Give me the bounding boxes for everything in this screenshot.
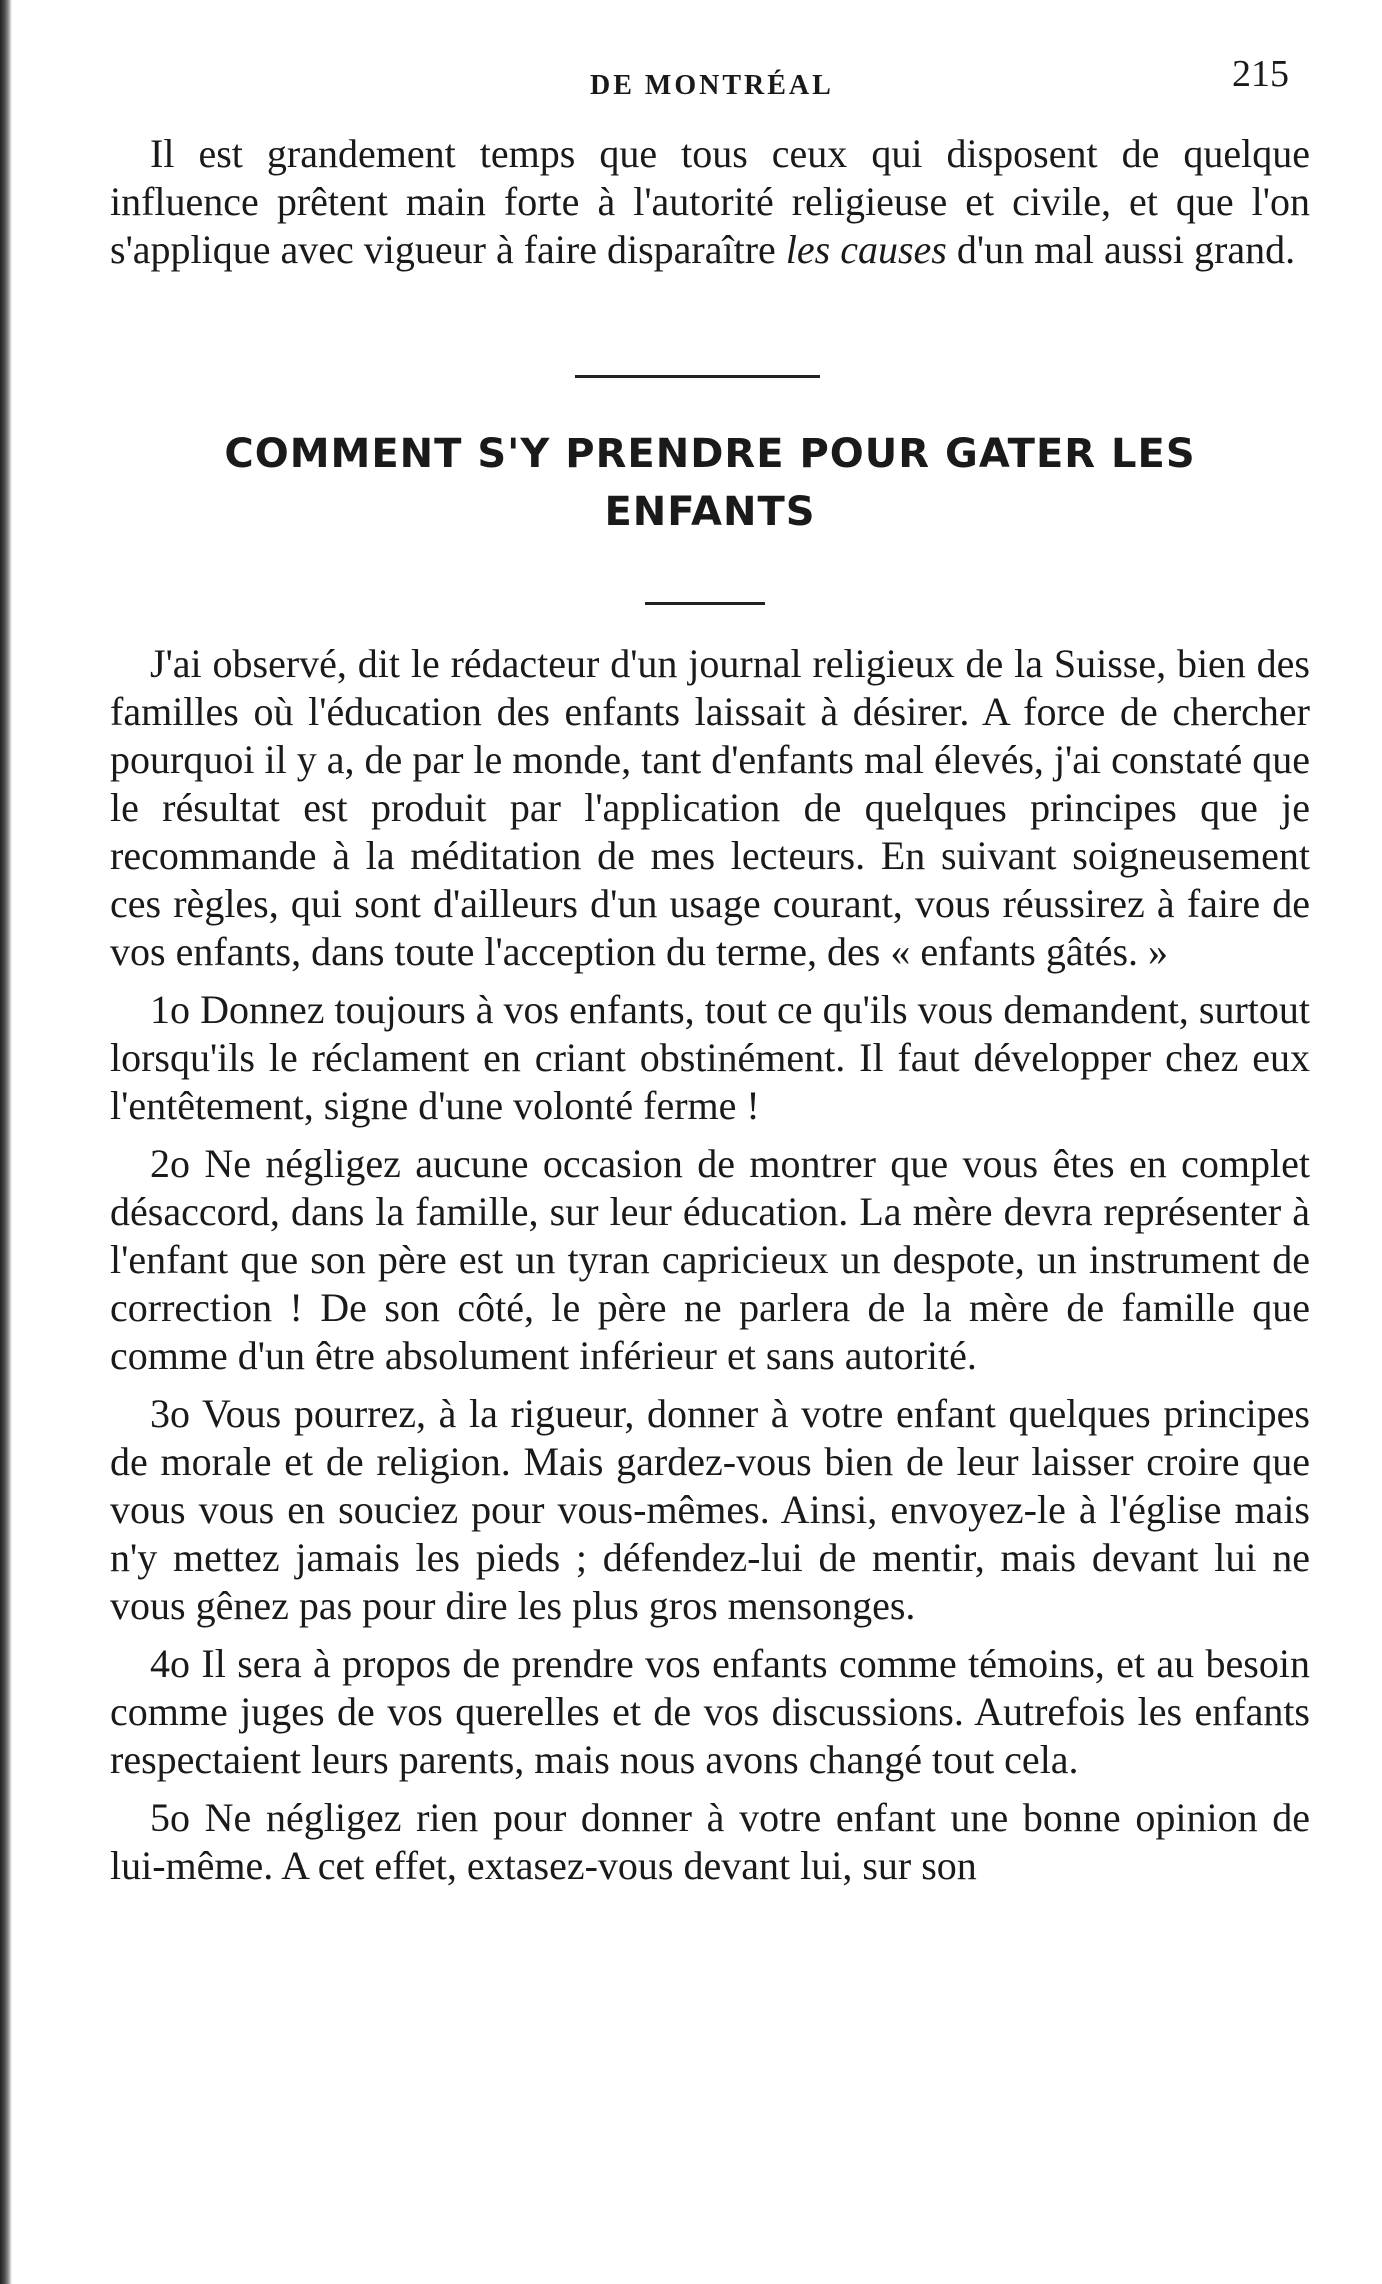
article-paragraph-2: 2o Ne négligez aucune occasion de montrer que vous êtes en complet désaccord, dans la famille, sur leur éducation. La mère devra représenter à l'enfant que son père est un tyran capricieux un despote, un instrument de correction ! De son côté, le père ne parlera de la mère de famille que comme d'un être absolument inférieur et sans autorité. bbox=[110, 1141, 1310, 1378]
article-body bbox=[110, 640, 1310, 1900]
page-number: 215 bbox=[1232, 53, 1289, 95]
intro-text bbox=[110, 130, 1310, 274]
article-paragraph-3: 3o Vous pourrez, à la rigueur, donner à votre enfant quelques principes de morale et de religion. Mais gardez-vous bien de leur laisser croire que vous vous en souciez pour vous-mêmes. Ainsi, envoyez-le à l'église mais n'y mettez jamais les pieds ; défendez-lui de mentir, mais devant lui ne vous gênez pas pour dire les plus gros mensonges. bbox=[110, 1391, 1310, 1628]
article-paragraph-4: 4o Il sera à propos de prendre vos enfants comme témoins, et au besoin comme juges de vos querelles et de vos discussions. Autrefois les enfants respectaient leurs parents, mais nous avons changé tout cela. bbox=[110, 1641, 1310, 1782]
article-title-line-1: COMMENT S'Y PRENDRE POUR GATER LES bbox=[224, 431, 1196, 477]
book-spine-shadow bbox=[0, 0, 12, 2284]
title-divider bbox=[645, 602, 765, 605]
article-title-line-2: ENFANTS bbox=[604, 489, 816, 535]
running-head: DE MONTRÉAL bbox=[590, 70, 834, 101]
article-paragraph-1: 1o Donnez toujours à vos enfants, tout ce qu'ils vous demandent, surtout lorsqu'ils le réclament en criant obstinément. Il faut développer chez eux l'entêtement, signe d'une volonté ferme ! bbox=[110, 987, 1310, 1128]
article-paragraph-intro: J'ai observé, dit le rédacteur d'un journal religieux de la Suisse, bien des familles où l'éducation des enfants laissait à désirer. A force de chercher pourquoi il y a, de par le monde, tant d'enfants mal élevés, j'ai constaté que le résultat est produit par l'application de quelques principes que je recommande à la méditation de mes lecteurs. En suivant soigneusement ces règles, qui sont d'ailleurs d'un usage courant, vous réussirez à faire de vos enfants, dans toute l'acception du terme, des « enfants gâtés. » bbox=[110, 641, 1310, 974]
intro-paragraph bbox=[110, 130, 1310, 274]
intro-text-before: Il est grandement temps que tous ceux qui disposent de quelque influence prêtent main forte à l'autorité religieuse et civile, et que l'on s'applique avec vigueur à faire disparaître bbox=[110, 131, 1310, 272]
section-divider bbox=[575, 375, 820, 378]
article-paragraph-5: 5o Ne négligez rien pour donner à votre enfant une bonne opinion de lui-même. A cet effet, extasez-vous devant lui, sur son bbox=[110, 1795, 1310, 1888]
intro-emphasis: les causes bbox=[785, 227, 947, 272]
intro-text-after: d'un mal aussi grand. bbox=[946, 227, 1296, 272]
article-title bbox=[110, 425, 1310, 541]
